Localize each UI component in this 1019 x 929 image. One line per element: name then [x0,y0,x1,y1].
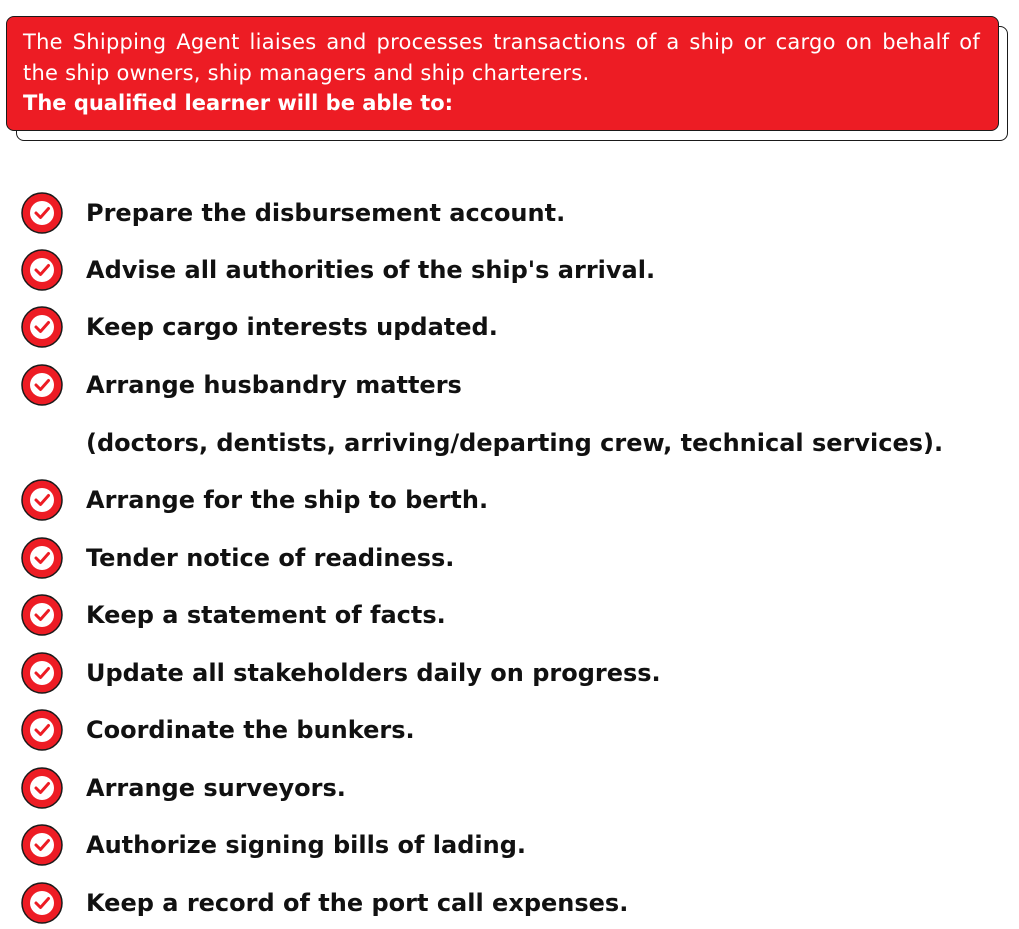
list-item [18,304,1008,350]
list-item-label: Prepare the disbursement account. [86,199,566,227]
list-item [18,650,1008,696]
skills-list [18,0,1008,929]
check-circle-icon [18,822,64,868]
list-item-continuation: (doctors, dentists, arriving/departing crew, technical services). [86,429,944,457]
check-circle-icon [18,765,64,811]
list-item [18,247,1008,293]
list-item-label: Keep a record of the port call expenses. [86,889,629,917]
list-item [18,535,1008,581]
list-item-label: Arrange for the ship to berth. [86,486,489,514]
list-item-label: Keep cargo interests updated. [86,313,498,341]
list-item-label: Keep a statement of facts. [86,601,446,629]
check-circle-icon [18,190,64,236]
check-circle-icon [18,535,64,581]
list-item-label: Authorize signing bills of lading. [86,831,526,859]
list-item-label: Arrange husbandry matters [86,371,462,399]
list-item [18,880,1008,926]
list-item [18,822,1008,868]
list-item-label: Coordinate the bunkers. [86,716,415,744]
check-circle-icon [18,592,64,638]
list-item-label: Advise all authorities of the ship's arrival. [86,256,656,284]
check-circle-icon [18,880,64,926]
intro-text: The Shipping Agent liaises and processes transactions of a ship or cargo on behalf of the ship owners, ship managers and ship charterers. [23,30,980,85]
lead-text: The qualified learner will be able to: [23,91,454,115]
check-circle-icon [18,247,64,293]
check-circle-icon [18,650,64,696]
check-circle-icon [18,304,64,350]
check-circle-icon [18,362,64,408]
list-item [18,592,1008,638]
list-item [18,477,1008,523]
check-circle-icon [18,477,64,523]
list-item [18,707,1008,753]
list-item [18,362,1008,408]
list-item [18,190,1008,236]
list-item-label: Arrange surveyors. [86,774,346,802]
list-item-label: Update all stakeholders daily on progress. [86,659,661,687]
check-circle-icon [18,707,64,753]
list-item-label: Tender notice of readiness. [86,544,455,572]
list-item [18,765,1008,811]
